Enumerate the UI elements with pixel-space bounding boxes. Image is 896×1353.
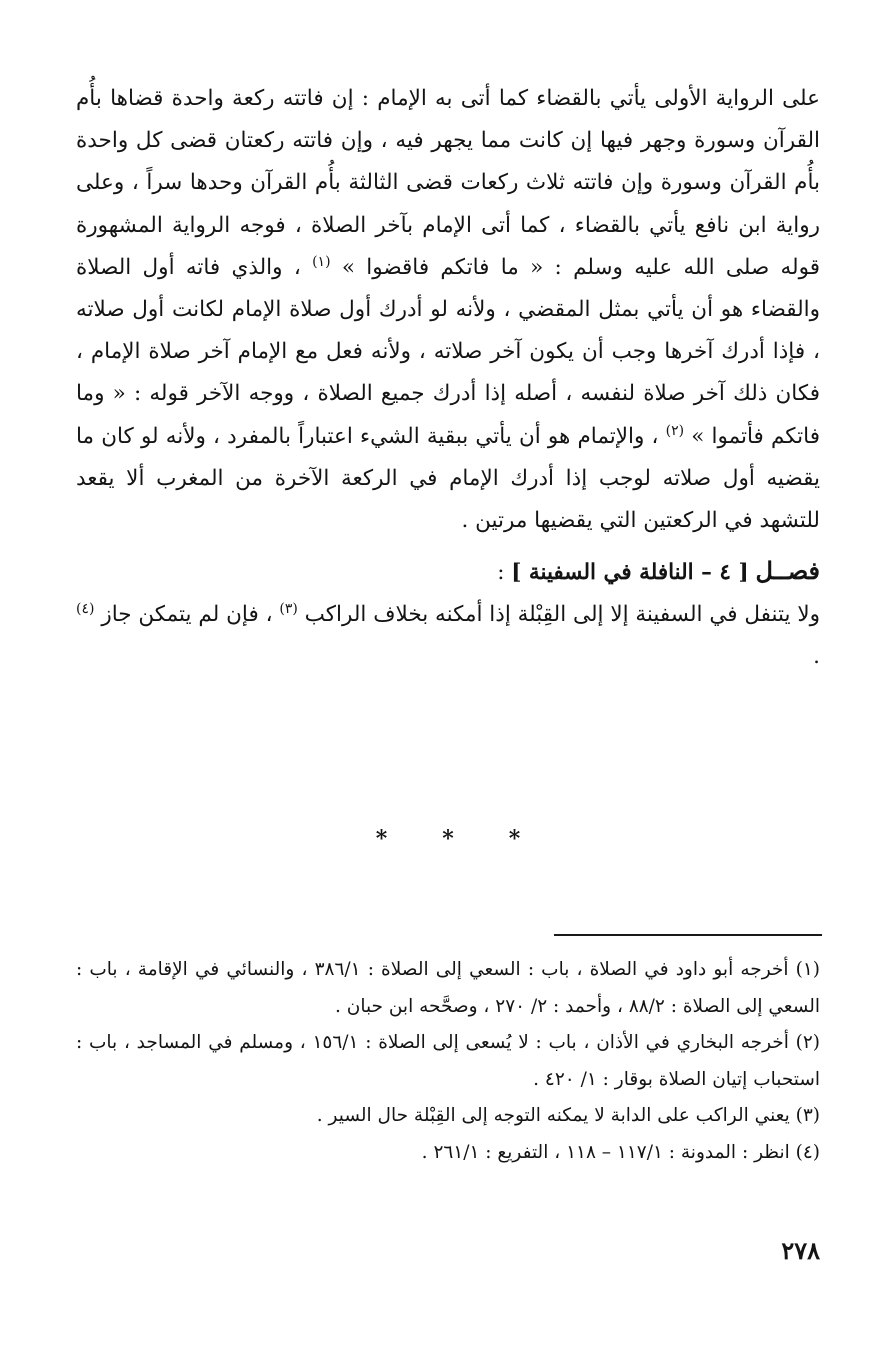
paragraph [76, 78, 820, 542]
footnotes [76, 952, 820, 1171]
footnote-line: (١) أخرجه أبو داود في الصلاة ، باب : السعي إلى الصلاة : ٣٨٦/١ ، والنسائي في [194, 959, 820, 980]
page-number: ٢٧٨ [781, 1236, 820, 1265]
text-line: ولا يتنفل في السفينة إلا إلى القِبْلة إذا أمكنه بخلاف الراكب [297, 602, 820, 628]
text-line: جميع الصلاة ، ووجه الآخر قوله : « وما فاتكم فأتموا » [76, 381, 820, 449]
footnote-line: (٣) يعني الراكب على الدابة لا يمكنه التوجه إلى القِبْلة حال السير . [316, 1105, 820, 1126]
footnote-line: المساجد ، باب : استحباب إتيان الصلاة بوقار : ١/ ٤٢٠ . [76, 1032, 820, 1090]
section-heading [76, 550, 820, 594]
footnote-1 [76, 952, 820, 1025]
text-line: . [813, 644, 820, 670]
footnote-reference: (١) [312, 253, 331, 270]
section-separator [0, 826, 896, 852]
text-line: ، فإن لم [198, 602, 280, 628]
footnote-line: الإقامة ، باب : السعي إلى الصلاة : ٨٨/٢ ، وأحمد : ٢/ ٢٧٠ ، وصحَّحه ابن حبان . [76, 959, 820, 1017]
footnote-reference: (٤) [76, 601, 95, 618]
footnote-line: (٢) أخرجه البخاري في الأذان ، باب : لا يُسعى إلى الصلاة : ١٥٦/١ ، ومسلم في [208, 1032, 820, 1053]
text-line: يقضيها مرتين . [461, 508, 593, 534]
footnote-4 [76, 1135, 820, 1172]
text-line: ، والذي [231, 254, 313, 280]
text-line: فعل مع الإمام آخر صلاة الإمام ، فكان ذلك آخر صلاة لنفسه ، أصله إذا أدرك [76, 339, 820, 407]
text-line: يأتي ببقية الشيء اعتباراً بالمفرد ، ولأنه لو كان ما يقضيه أول صلاته لوجب إذا [76, 423, 820, 491]
text-line: يتمكن جاز [94, 602, 192, 628]
footnote-3 [76, 1098, 820, 1135]
text-line: فاته أول الصلاة والقضاء هو أن يأتي بمثل المقضي ، ولأنه لو أدرك أول صلاة [76, 254, 821, 323]
footnote-reference: (٢) [665, 422, 685, 439]
text-line: على الرواية الأولى يأتي بالقضاء كما أتى به الإمام : إن فاتته ركعة واحدة قضاها [110, 86, 820, 111]
footnote-reference: (٣) [279, 601, 298, 618]
text-line: سراً ، وعلى رواية ابن نافع يأتي بالقضاء ، كما أتى الإمام بآخر الصلاة ، فوجه [76, 170, 821, 238]
text-line: الرواية المشهورة قوله صلى الله عليه وسلم : « ما فاتكم فاقضوا » [76, 212, 820, 280]
text-line: بأُم القرآن وسورة وجهر فيها إن كانت مما يجهر فيه ، وإن فاتته ركعتان قضى كل [76, 86, 820, 154]
section-colon: : [497, 560, 512, 586]
asterisk-icon: * [508, 826, 521, 852]
text-line: الإمام لكانت أول صلاته ، فإذا أدرك آخرها وجب أن يكون آخر صلاته ، ولأنه [76, 297, 820, 365]
section-title: [ ٤ – النافلة في السفينة ] [511, 560, 749, 586]
main-text [76, 78, 820, 679]
footnote-line: (٤) انظر : المدونة : ١١٧/١ – ١١٨ ، التفريع : ٢٦١/١ . [421, 1141, 820, 1163]
asterisk-icon: * [375, 826, 388, 852]
text-line: أدرك الإمام في الركعة الآخرة من المغرب ألا يقعد للتشهد في الركعتين التي [76, 465, 820, 534]
paragraph [76, 594, 820, 678]
text-line: واحدة بأُم القرآن وسورة وإن فاتته ثلاث ركعات قضى الثالثة بأُم القرآن وحدها [76, 128, 820, 196]
text-line: ، والإتمام هو أن [518, 423, 666, 449]
section-label: فصــل [755, 556, 820, 586]
footnote-2 [76, 1025, 820, 1098]
footnote-divider [554, 934, 822, 936]
asterisk-icon: * [442, 826, 454, 852]
